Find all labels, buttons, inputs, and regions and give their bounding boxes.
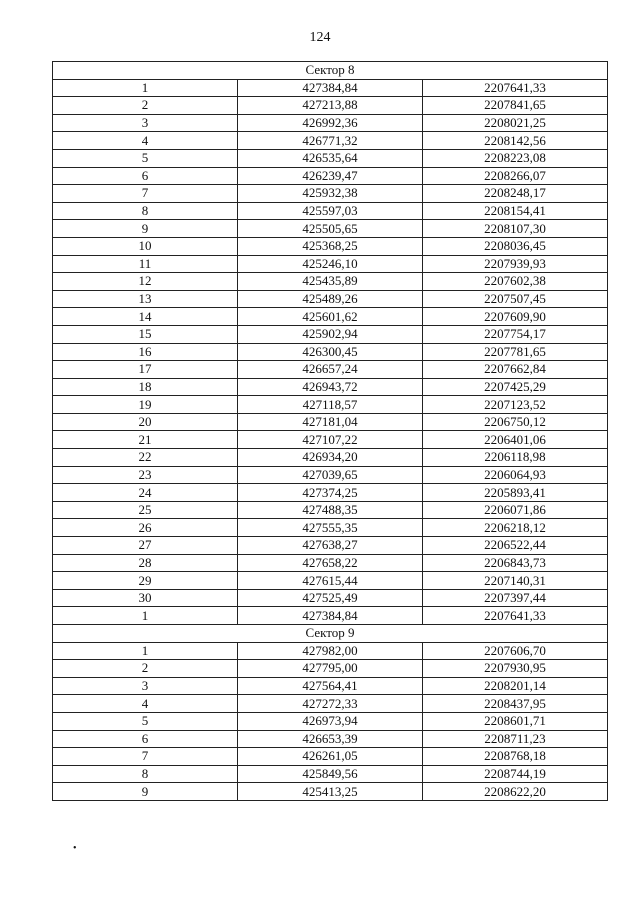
point-number-cell: 13 (53, 290, 238, 308)
table-row (53, 449, 608, 467)
point-number-cell: 4 (53, 695, 238, 713)
table-row (53, 273, 608, 291)
point-number-cell: 23 (53, 466, 238, 484)
table-row (53, 378, 608, 396)
y-coordinate-cell: 2208437,95 (423, 695, 608, 713)
point-number-cell: 7 (53, 748, 238, 766)
table-row (53, 97, 608, 115)
point-number-cell: 24 (53, 484, 238, 502)
point-number-cell: 14 (53, 308, 238, 326)
table-row (53, 255, 608, 273)
table-row (53, 748, 608, 766)
x-coordinate-cell: 426771,32 (238, 132, 423, 150)
y-coordinate-cell: 2206118,98 (423, 449, 608, 467)
sector-title: Сектор 9 (53, 625, 608, 643)
table-row (53, 501, 608, 519)
table-row (53, 413, 608, 431)
point-number-cell: 27 (53, 537, 238, 555)
point-number-cell: 9 (53, 220, 238, 238)
y-coordinate-cell: 2206218,12 (423, 519, 608, 537)
point-number-cell: 8 (53, 765, 238, 783)
sector-title: Сектор 8 (53, 62, 608, 80)
point-number-cell: 20 (53, 413, 238, 431)
point-number-cell: 8 (53, 202, 238, 220)
y-coordinate-cell: 2208768,18 (423, 748, 608, 766)
y-coordinate-cell: 2207641,33 (423, 607, 608, 625)
point-number-cell: 21 (53, 431, 238, 449)
point-number-cell: 16 (53, 343, 238, 361)
x-coordinate-cell: 427374,25 (238, 484, 423, 502)
x-coordinate-cell: 426973,94 (238, 712, 423, 730)
table-row (53, 79, 608, 97)
table-row (53, 167, 608, 185)
x-coordinate-cell: 427638,27 (238, 537, 423, 555)
y-coordinate-cell: 2208266,07 (423, 167, 608, 185)
y-coordinate-cell: 2208601,71 (423, 712, 608, 730)
table-row (53, 537, 608, 555)
y-coordinate-cell: 2206522,44 (423, 537, 608, 555)
x-coordinate-cell: 427658,22 (238, 554, 423, 572)
y-coordinate-cell: 2206071,86 (423, 501, 608, 519)
table-row (53, 519, 608, 537)
y-coordinate-cell: 2208021,25 (423, 114, 608, 132)
y-coordinate-cell: 2207930,95 (423, 660, 608, 678)
point-number-cell: 18 (53, 378, 238, 396)
y-coordinate-cell: 2208142,56 (423, 132, 608, 150)
y-coordinate-cell: 2207507,45 (423, 290, 608, 308)
x-coordinate-cell: 427384,84 (238, 607, 423, 625)
y-coordinate-cell: 2206750,12 (423, 413, 608, 431)
x-coordinate-cell: 425932,38 (238, 185, 423, 203)
point-number-cell: 22 (53, 449, 238, 467)
table-row (53, 765, 608, 783)
y-coordinate-cell: 2207781,65 (423, 343, 608, 361)
table-row (53, 185, 608, 203)
y-coordinate-cell: 2205893,41 (423, 484, 608, 502)
table-row (53, 308, 608, 326)
x-coordinate-cell: 425435,89 (238, 273, 423, 291)
y-coordinate-cell: 2207754,17 (423, 325, 608, 343)
y-coordinate-cell: 2207841,65 (423, 97, 608, 115)
point-number-cell: 10 (53, 237, 238, 255)
y-coordinate-cell: 2207425,29 (423, 378, 608, 396)
table-row (53, 149, 608, 167)
point-number-cell: 12 (53, 273, 238, 291)
point-number-cell: 26 (53, 519, 238, 537)
point-number-cell: 19 (53, 396, 238, 414)
y-coordinate-cell: 2207123,52 (423, 396, 608, 414)
table-row (53, 132, 608, 150)
point-number-cell: 1 (53, 642, 238, 660)
x-coordinate-cell: 427615,44 (238, 572, 423, 590)
y-coordinate-cell: 2208107,30 (423, 220, 608, 238)
point-number-cell: 7 (53, 185, 238, 203)
x-coordinate-cell: 427982,00 (238, 642, 423, 660)
table-row (53, 114, 608, 132)
point-number-cell: 25 (53, 501, 238, 519)
point-number-cell: 30 (53, 589, 238, 607)
point-number-cell: 6 (53, 730, 238, 748)
point-number-cell: 1 (53, 79, 238, 97)
y-coordinate-cell: 2207602,38 (423, 273, 608, 291)
x-coordinate-cell: 426535,64 (238, 149, 423, 167)
y-coordinate-cell: 2206401,06 (423, 431, 608, 449)
table-row (53, 695, 608, 713)
x-coordinate-cell: 425368,25 (238, 237, 423, 255)
point-number-cell: 3 (53, 114, 238, 132)
table-row (53, 361, 608, 379)
point-number-cell: 15 (53, 325, 238, 343)
point-number-cell: 9 (53, 783, 238, 801)
point-number-cell: 4 (53, 132, 238, 150)
coordinates-table-body (53, 62, 608, 801)
x-coordinate-cell: 425489,26 (238, 290, 423, 308)
x-coordinate-cell: 425597,03 (238, 202, 423, 220)
y-coordinate-cell: 2208248,17 (423, 185, 608, 203)
y-coordinate-cell: 2208223,08 (423, 149, 608, 167)
table-row (53, 783, 608, 801)
x-coordinate-cell: 425849,56 (238, 765, 423, 783)
point-number-cell: 29 (53, 572, 238, 590)
y-coordinate-cell: 2208744,19 (423, 765, 608, 783)
x-coordinate-cell: 425246,10 (238, 255, 423, 273)
point-number-cell: 1 (53, 607, 238, 625)
page-number: 124 (309, 30, 331, 45)
stray-mark: • (73, 843, 77, 854)
x-coordinate-cell: 427384,84 (238, 79, 423, 97)
y-coordinate-cell: 2206064,93 (423, 466, 608, 484)
x-coordinate-cell: 426943,72 (238, 378, 423, 396)
x-coordinate-cell: 427488,35 (238, 501, 423, 519)
table-row (53, 220, 608, 238)
x-coordinate-cell: 427213,88 (238, 97, 423, 115)
table-row (53, 730, 608, 748)
table-row (53, 343, 608, 361)
table-row (53, 572, 608, 590)
sector-header-row (53, 62, 608, 80)
point-number-cell: 17 (53, 361, 238, 379)
y-coordinate-cell: 2207606,70 (423, 642, 608, 660)
y-coordinate-cell: 2208201,14 (423, 677, 608, 695)
x-coordinate-cell: 426239,47 (238, 167, 423, 185)
x-coordinate-cell: 427181,04 (238, 413, 423, 431)
table-row (53, 237, 608, 255)
x-coordinate-cell: 427555,35 (238, 519, 423, 537)
x-coordinate-cell: 427525,49 (238, 589, 423, 607)
coordinates-table (52, 61, 608, 801)
table-row (53, 431, 608, 449)
table-row (53, 290, 608, 308)
table-row (53, 589, 608, 607)
point-number-cell: 6 (53, 167, 238, 185)
table-row (53, 607, 608, 625)
x-coordinate-cell: 426261,05 (238, 748, 423, 766)
point-number-cell: 3 (53, 677, 238, 695)
y-coordinate-cell: 2207939,93 (423, 255, 608, 273)
table-row (53, 202, 608, 220)
point-number-cell: 2 (53, 660, 238, 678)
y-coordinate-cell: 2207397,44 (423, 589, 608, 607)
x-coordinate-cell: 427039,65 (238, 466, 423, 484)
y-coordinate-cell: 2208711,23 (423, 730, 608, 748)
x-coordinate-cell: 426992,36 (238, 114, 423, 132)
x-coordinate-cell: 426657,24 (238, 361, 423, 379)
point-number-cell: 2 (53, 97, 238, 115)
x-coordinate-cell: 425413,25 (238, 783, 423, 801)
x-coordinate-cell: 426934,20 (238, 449, 423, 467)
table-row (53, 396, 608, 414)
table-row (53, 642, 608, 660)
y-coordinate-cell: 2207641,33 (423, 79, 608, 97)
point-number-cell: 11 (53, 255, 238, 273)
table-row (53, 712, 608, 730)
x-coordinate-cell: 427795,00 (238, 660, 423, 678)
y-coordinate-cell: 2208036,45 (423, 237, 608, 255)
table-row (53, 554, 608, 572)
x-coordinate-cell: 426653,39 (238, 730, 423, 748)
x-coordinate-cell: 427564,41 (238, 677, 423, 695)
y-coordinate-cell: 2208154,41 (423, 202, 608, 220)
sector-header-row (53, 625, 608, 643)
table-row (53, 660, 608, 678)
x-coordinate-cell: 425902,94 (238, 325, 423, 343)
x-coordinate-cell: 427272,33 (238, 695, 423, 713)
x-coordinate-cell: 425505,65 (238, 220, 423, 238)
table-row (53, 677, 608, 695)
x-coordinate-cell: 427118,57 (238, 396, 423, 414)
point-number-cell: 5 (53, 712, 238, 730)
y-coordinate-cell: 2206843,73 (423, 554, 608, 572)
table-row (53, 484, 608, 502)
point-number-cell: 28 (53, 554, 238, 572)
y-coordinate-cell: 2207662,84 (423, 361, 608, 379)
y-coordinate-cell: 2207609,90 (423, 308, 608, 326)
table-row (53, 466, 608, 484)
y-coordinate-cell: 2208622,20 (423, 783, 608, 801)
x-coordinate-cell: 425601,62 (238, 308, 423, 326)
point-number-cell: 5 (53, 149, 238, 167)
y-coordinate-cell: 2207140,31 (423, 572, 608, 590)
x-coordinate-cell: 427107,22 (238, 431, 423, 449)
x-coordinate-cell: 426300,45 (238, 343, 423, 361)
table-row (53, 325, 608, 343)
